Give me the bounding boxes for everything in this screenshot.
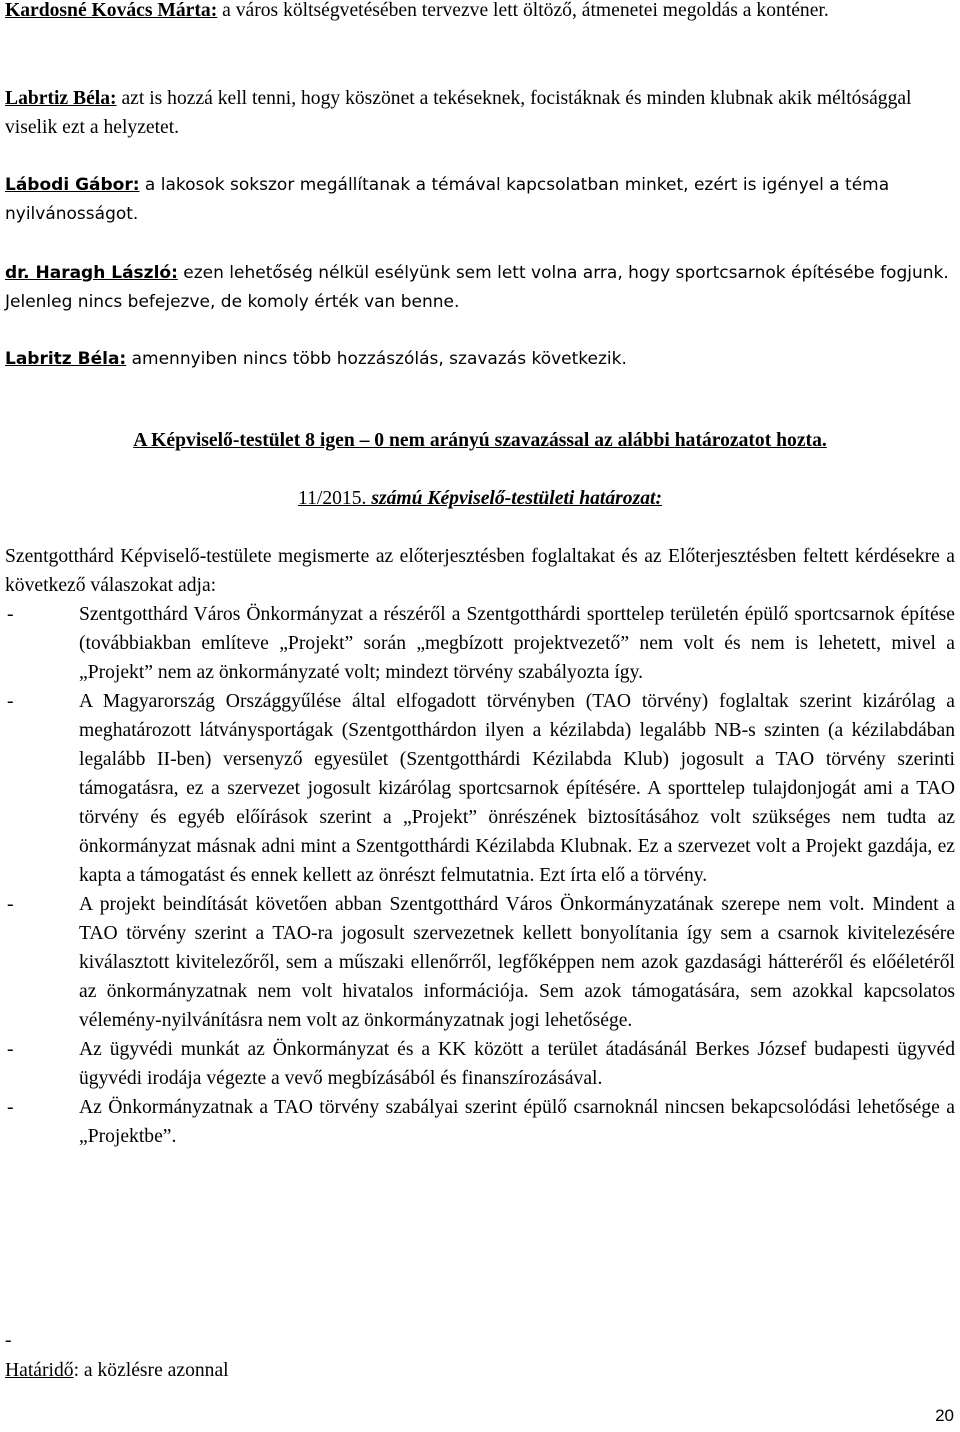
speech-text: ezen lehetőség nélkül esélyünk sem lett volna arra, hogy sportcsarnok építésébe fogjunk. Jelenleg nincs befejezve, de komoly érték van benne. <box>5 263 949 312</box>
dialogue-labrtiz <box>5 84 955 142</box>
speaker-name: Lábodi Gábor: <box>5 175 140 195</box>
dialogue-kardosne <box>5 0 955 25</box>
list-item-text: Az Önkormányzatnak a TAO törvény szabályai szerint épülő csarnoknál nincsen bekapcsolódási lehetősége a „Projektbe”. <box>79 1097 955 1147</box>
resolution-intro: Szentgotthárd Képviselő-testülete megismerte az előterjesztésben foglaltakat és az Előterjesztésben feltett kérdésekre a következő válaszokat adja: <box>5 546 955 596</box>
resolution-heading <box>5 484 955 513</box>
speech-text: azt is hozzá kell tenni, hogy köszönet a tekéseknek, focistáknak és minden klubnak akik méltósággal viselik ezt a helyzetet. <box>5 88 912 138</box>
resolution-number: 11/2015. <box>298 488 367 509</box>
dialogue-haragh <box>5 259 955 317</box>
resolution-title: számú Képviselő-testületi határozat: <box>366 488 662 509</box>
speech-text: a lakosok sokszor megállítanak a témával kapcsolatban minket, ezért is igényel a téma nyilvánosságot. <box>5 175 890 224</box>
trailing-dash: - <box>5 1330 12 1351</box>
bullet-dash: - <box>7 604 14 625</box>
bullet-dash: - <box>7 1039 14 1060</box>
list-item <box>5 687 955 890</box>
list-item-text: Az ügyvédi munkát az Önkormányzat és a KK között a terület átadásánál Berkes József budapesti ügyvéd ügyvédi irodája végezte a vevő megbízásából és finanszírozásával. <box>79 1039 955 1089</box>
list-item <box>5 1093 955 1151</box>
list-item-text: A projekt beindítását követően abban Szentgotthárd Város Önkormányzatának szerepe nem volt. Mindent a TAO törvény szerint a TAO-ra jogosult szervezetnek kellett bonyolítania így sem a csarnok kivitelezésére kiválasztott kivitelezőről, sem a műszaki ellenőrről, legfőképpen nem azok gazdasági hátteréről és előéletéről az önkormányzatnak nem volt hivatalos információja. Sem azok támogatására, sem azokkal kapcsolatos vélemény-nyilvánításra nem volt az önkormányzatnak jogi lehetősége. <box>79 894 955 1031</box>
list-item <box>5 1035 955 1093</box>
bullet-dash: - <box>7 894 14 915</box>
list-item <box>5 890 955 1035</box>
speaker-name: Labrtiz Béla: <box>5 88 117 109</box>
dialogue-labodi <box>5 171 955 229</box>
dialogue-labritz <box>5 345 955 374</box>
list-item-text: A Magyarország Országgyűlése által elfogadott törvényben (TAO törvény) foglaltak szerint kizárólag a meghatározott látványsportágak (Szentgotthárdon ilyen a kézilabda) legalább NB-s szinten (a kézilabdában legalább II-ben) versenyző egyesület (Szentgotthárdi Kézilabda Klub) jogosult a TAO törvény szerinti támogatásra, ez a szervezet jogosult kizárólag sportcsarnok építésére. A sporttelep tulajdonjogát ami a TAO törvény és egyéb előírások szerint a „Projekt” önrészének biztosításához volt szükséges nem tudta az önkormányzat másnak adni mint a Szentgotthárdi Kézilabda Klubnak. Ez a szervezet volt a Projekt gazdája, ez kapta a támogatást és ennek kellett az önrészt felmutatnia. Ezt írta elő a törvény. <box>79 691 955 886</box>
speaker-name: dr. Haragh László: <box>5 263 178 283</box>
speech-text: a város költségvetésében tervezve lett öltöző, átmenetei megoldás a konténer. <box>217 0 829 21</box>
list-item <box>5 600 955 687</box>
list-item-text: Szentgotthárd Város Önkormányzat a részéről a Szentgotthárdi sporttelep területén épülő sportcsarnok építése (továbbiakban említeve „Projekt” során „megbízott projektvezető” nem volt és nem is lehetett, mivel a „Projekt” nem az önkormányzaté volt; mindezt törvény szabályozta így. <box>79 604 955 683</box>
speaker-name: Kardosné Kovács Márta: <box>5 0 218 21</box>
deadline-text: : a közlésre azonnal <box>73 1360 229 1381</box>
deadline-line <box>5 1356 955 1385</box>
vote-result: A Képviselő-testület 8 igen – 0 nem arányú szavazással az alábbi határozatot hozta. <box>133 430 827 451</box>
resolution-list <box>5 600 955 1151</box>
page-number: 20 <box>935 1406 954 1425</box>
bullet-dash: - <box>7 1097 14 1118</box>
bullet-dash: - <box>7 691 14 712</box>
speaker-name: Labritz Béla: <box>5 349 127 369</box>
deadline-label: Határidő <box>5 1360 74 1381</box>
speech-text: amennyiben nincs több hozzászólás, szavazás következik. <box>126 349 627 369</box>
